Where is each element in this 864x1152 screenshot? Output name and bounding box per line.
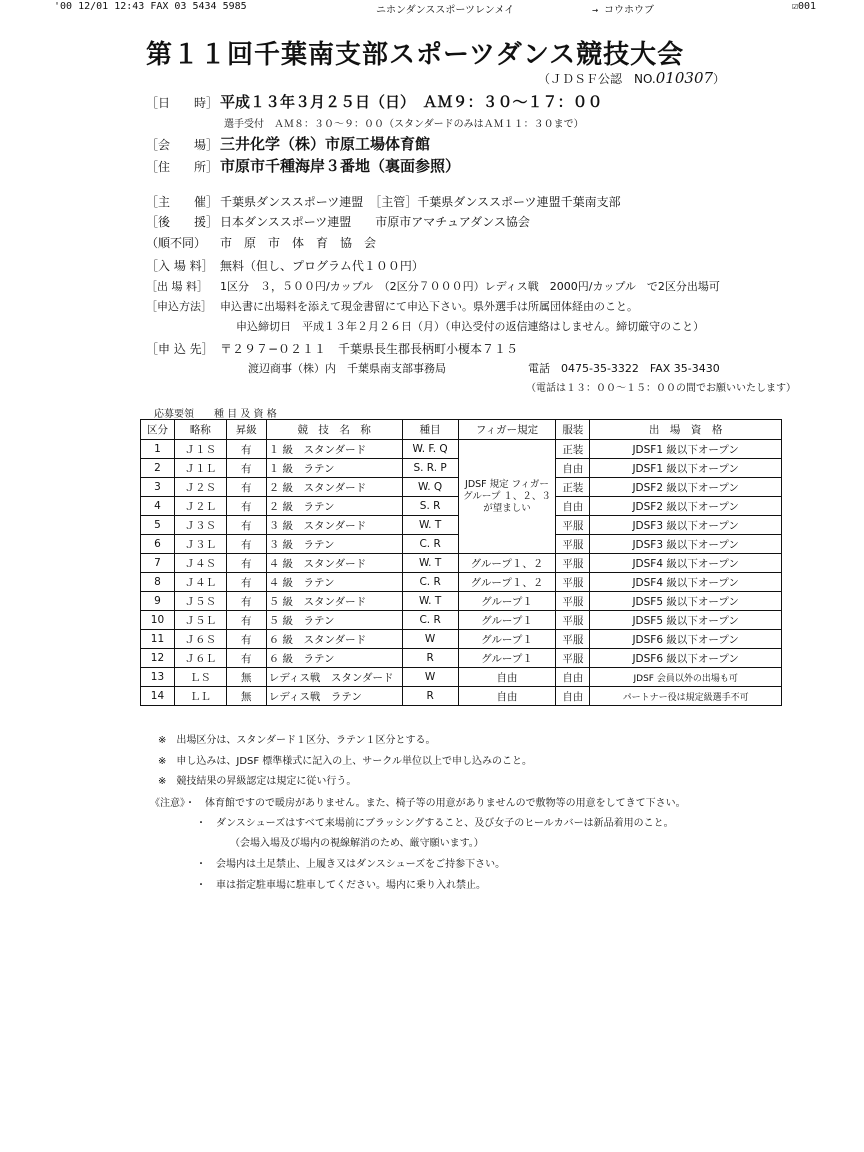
cell-name: ４ 級 スタンダード [266,554,402,573]
cell-name: １ 級 スタンダード [266,440,402,459]
apply-row [146,298,638,314]
cell-division: 2 [141,459,175,478]
page-title: 第１１回千葉南支部スポーツダンス競技大会 [146,40,685,70]
table-row [141,687,782,706]
address-label: ［住 所］ [146,160,219,174]
cell-promotion: 有 [226,592,266,611]
header-event: 種目 [402,420,458,440]
cell-promotion: 有 [226,497,266,516]
cell-name: ６ 級 スタンダード [266,630,402,649]
table-row [141,592,782,611]
caution-2-note: （会場入場及び場内の視線解消のため、厳守願います。） [230,838,484,849]
comp-fee-label: ［出 場 料］ [146,280,208,293]
cell-event: R [402,649,458,668]
dest-office: 渡辺商事（株）内 千葉県南支部事務局 [248,362,446,375]
header-division: 区分 [141,420,175,440]
table-row [141,668,782,687]
host-value: 千葉県ダンススポーツ連盟 ［主管］千葉県ダンススポーツ連盟千葉南支部 [220,195,621,209]
date-value: 平成１３年３月２５日（日） ＡＭ９：３０〜１７：００ [220,93,603,111]
cell-attire: 平服 [556,516,590,535]
cell-abbr: Ｊ４Ｓ [174,554,226,573]
cell-division: 13 [141,668,175,687]
table-caption: 応募要領 種 目 及 資 格 [154,409,277,420]
cell-attire: 正装 [556,440,590,459]
cell-division: 3 [141,478,175,497]
cell-abbr: Ｊ２Ｓ [174,478,226,497]
table-row [141,611,782,630]
entry-fee-row [146,257,424,274]
cell-qualification: JDSF4 級以下オープン [590,554,782,573]
cell-figure-merged: JDSF 規定 フィガー グループ １、２、３ が望ましい [458,440,556,554]
order-label: （順不同） [146,236,207,250]
cell-promotion: 有 [226,554,266,573]
cell-event: C. R [402,573,458,592]
cell-event: R [402,687,458,706]
cell-event: W. T [402,592,458,611]
cell-division: 12 [141,649,175,668]
jdsf-approval [538,69,725,87]
cell-abbr: Ｊ３Ｌ [174,535,226,554]
cell-qualification: JDSF5 級以下オープン [590,611,782,630]
cell-qualification: JDSF 会員以外の出場も可 [590,668,782,687]
cell-qualification: JDSF6 級以下オープン [590,649,782,668]
dest-row [146,340,518,357]
cell-abbr: Ｊ６Ｌ [174,649,226,668]
cell-qualification: JDSF3 級以下オープン [590,535,782,554]
cell-division: 6 [141,535,175,554]
cell-promotion: 有 [226,573,266,592]
dest-value: 〒２９７−０２１１ 千葉県長生郡長柄町小榎本７１５ [220,342,519,356]
cell-figure: グループ１ [458,649,556,668]
competition-table [140,419,782,706]
comp-fee-value: 1区分 ３，５００円/カップル （2区分７０００円）レディス戦 2000円/カップル で2区分出場可 [220,280,720,293]
header-qualification: 出 場 資 格 [590,420,782,440]
support-row [146,213,530,230]
cell-qualification: JDSF4 級以下オープン [590,573,782,592]
cell-promotion: 有 [226,535,266,554]
cell-attire: 自由 [556,497,590,516]
cell-abbr: Ｊ６Ｓ [174,630,226,649]
cell-name: ３ 級 スタンダード [266,516,402,535]
cell-qualification: パートナー役は規定級選手不可 [590,687,782,706]
header-name: 競 技 名 称 [266,420,402,440]
cell-division: 5 [141,516,175,535]
cell-attire: 平服 [556,649,590,668]
cell-event: S. R. P [402,459,458,478]
header-abbr: 略称 [174,420,226,440]
cell-division: 10 [141,611,175,630]
address-row [146,155,460,176]
cell-promotion: 無 [226,687,266,706]
cell-attire: 平服 [556,592,590,611]
cell-promotion: 有 [226,478,266,497]
cell-abbr: Ｊ１Ｓ [174,440,226,459]
cell-figure: グループ１ [458,630,556,649]
note-3: ※ 競技結果の昇級認定は規定に従い行う。 [158,776,357,787]
cell-division: 4 [141,497,175,516]
cell-attire: 平服 [556,554,590,573]
cell-event: W. T [402,516,458,535]
cell-name: ４ 級 ラテン [266,573,402,592]
caution-1: 《注意》・ 体育館ですので暖房がありません。また、椅子等の用意がありませんので敷物等の用意をしてきて下さい。 [150,798,686,809]
cell-event: C. R [402,611,458,630]
cell-abbr: Ｊ５Ｓ [174,592,226,611]
cell-event: S. R [402,497,458,516]
phone-hours: （電話は１３：００〜１５：００の間でお願いいたします） [526,383,796,394]
cell-figure: グループ１、２ [458,573,556,592]
cell-name: ５ 級 スタンダード [266,592,402,611]
cell-event: W. T [402,554,458,573]
cell-abbr: ＬＬ [174,687,226,706]
note-2: ※ 申し込みは、JDSF 標準様式に記入の上、サークル単位以上で申し込みのこと。 [158,756,533,767]
cell-event: W. Q [402,478,458,497]
cell-name: ２ 級 スタンダード [266,478,402,497]
date-label: ［日 時］ [146,96,219,110]
cell-division: 8 [141,573,175,592]
date-row [146,91,603,112]
order-value: 市 原 市 体 育 協 会 [220,236,377,250]
cell-attire: 自由 [556,459,590,478]
cell-figure: グループ１、２ [458,554,556,573]
dest-label: ［申 込 先］ [146,342,214,356]
cell-qualification: JDSF2 級以下オープン [590,478,782,497]
cell-attire: 自由 [556,687,590,706]
deadline: 申込締切日 平成１３年２月２６日（月）（申込受付の返信連絡はしません。締切厳守のこと） [236,320,705,333]
table-row [141,573,782,592]
jdsf-approval-label: （ＪＤＳＦ公認 NO. [538,72,656,86]
cell-name: ３ 級 ラテン [266,535,402,554]
order-row [146,234,376,251]
cell-abbr: Ｊ１Ｌ [174,459,226,478]
apply-value: 申込書に出場料を添えて現金書留にて申込下さい。県外選手は所属団体経由のこと。 [220,300,638,313]
cell-promotion: 有 [226,459,266,478]
caution-3: ・ 会場内は土足禁止、上履き又はダンスシューズをご持参下さい。 [196,859,506,870]
cell-figure: 自由 [458,687,556,706]
fax-header [0,0,864,14]
cell-division: 9 [141,592,175,611]
cell-abbr: ＬＳ [174,668,226,687]
cell-division: 11 [141,630,175,649]
cell-qualification: JDSF6 級以下オープン [590,630,782,649]
cell-division: 7 [141,554,175,573]
cell-name: ６ 級 ラテン [266,649,402,668]
entry-fee-label: ［入 場 料］ [146,259,214,273]
cell-abbr: Ｊ２Ｌ [174,497,226,516]
fax-receiver: → コウホウブ [592,5,655,16]
cell-qualification: JDSF2 級以下オープン [590,497,782,516]
cell-abbr: Ｊ５Ｌ [174,611,226,630]
header-figure: フィガー規定 [458,420,556,440]
caution-4: ・ 車は指定駐車場に駐車してください。場内に乗り入れ禁止。 [196,880,486,891]
table-header-row [141,420,782,440]
fax-datetime: '00 12/01 12:43 FAX 03 5434 5985 [54,1,247,12]
cell-qualification: JDSF5 級以下オープン [590,592,782,611]
header-attire: 服装 [556,420,590,440]
venue-row [146,133,430,154]
table-row [141,649,782,668]
apply-label: ［申込方法］ [146,300,212,313]
comp-fee-row [146,278,720,294]
dest-phone: 電話 0475-35-3322 FAX 35-3430 [528,362,720,375]
cell-division: 1 [141,440,175,459]
cell-attire: 正装 [556,478,590,497]
table-row [141,440,782,459]
cell-abbr: Ｊ４Ｌ [174,573,226,592]
cell-promotion: 有 [226,649,266,668]
cell-qualification: JDSF1 級以下オープン [590,440,782,459]
cell-event: W. F. Q [402,440,458,459]
cell-name: ２ 級 ラテン [266,497,402,516]
cell-attire: 平服 [556,535,590,554]
cell-event: W [402,668,458,687]
note-1: ※ 出場区分は、スタンダード１区分、ラテン１区分とする。 [158,735,436,746]
cell-name: レディス戦 ラテン [266,687,402,706]
venue-label: ［会 場］ [146,138,219,152]
cell-attire: 平服 [556,630,590,649]
host-row [146,193,621,210]
table-row [141,554,782,573]
cell-qualification: JDSF3 級以下オープン [590,516,782,535]
host-label: ［主 催］ [146,195,219,209]
cell-figure: グループ１ [458,592,556,611]
cell-event: W [402,630,458,649]
venue-value: 三井化学（株）市原工場体育館 [220,135,431,153]
address-value: 市原市千種海岸３番地（裏面参照） [220,157,461,175]
cell-name: レディス戦 スタンダード [266,668,402,687]
cell-promotion: 有 [226,611,266,630]
fax-sender: ニホンダンススポーツレンメイ [376,5,515,16]
cell-division: 14 [141,687,175,706]
cell-promotion: 有 [226,516,266,535]
jdsf-approval-close: ） [713,72,726,86]
cell-event: C. R [402,535,458,554]
cell-attire: 平服 [556,573,590,592]
cell-promotion: 有 [226,630,266,649]
reception-time: 選手受付 ＡＭ８：３０〜９：００（スタンダードのみはＡＭ１１：３０まで） [224,119,584,130]
support-value: 日本ダンススポーツ連盟 市原市アマチュアダンス協会 [220,215,530,229]
cell-figure: グループ１ [458,611,556,630]
caution-2: ・ ダンスシューズはすべて来場前にブラッシングすること、及び女子のヒールカバーは新品着用のこと。 [196,818,674,829]
table-row [141,630,782,649]
cell-promotion: 有 [226,440,266,459]
jdsf-number: 010307 [655,69,714,87]
cell-figure: 自由 [458,668,556,687]
header-promotion: 昇級 [226,420,266,440]
support-label: ［後 援］ [146,215,219,229]
entry-fee-value: 無料（但し、プログラム代１００円） [220,259,424,273]
cell-abbr: Ｊ３Ｓ [174,516,226,535]
cell-name: １ 級 ラテン [266,459,402,478]
cell-attire: 平服 [556,611,590,630]
fax-page: ☑001 [792,1,817,12]
cell-name: ５ 級 ラテン [266,611,402,630]
cell-promotion: 無 [226,668,266,687]
cell-attire: 自由 [556,668,590,687]
cell-qualification: JDSF1 級以下オープン [590,459,782,478]
